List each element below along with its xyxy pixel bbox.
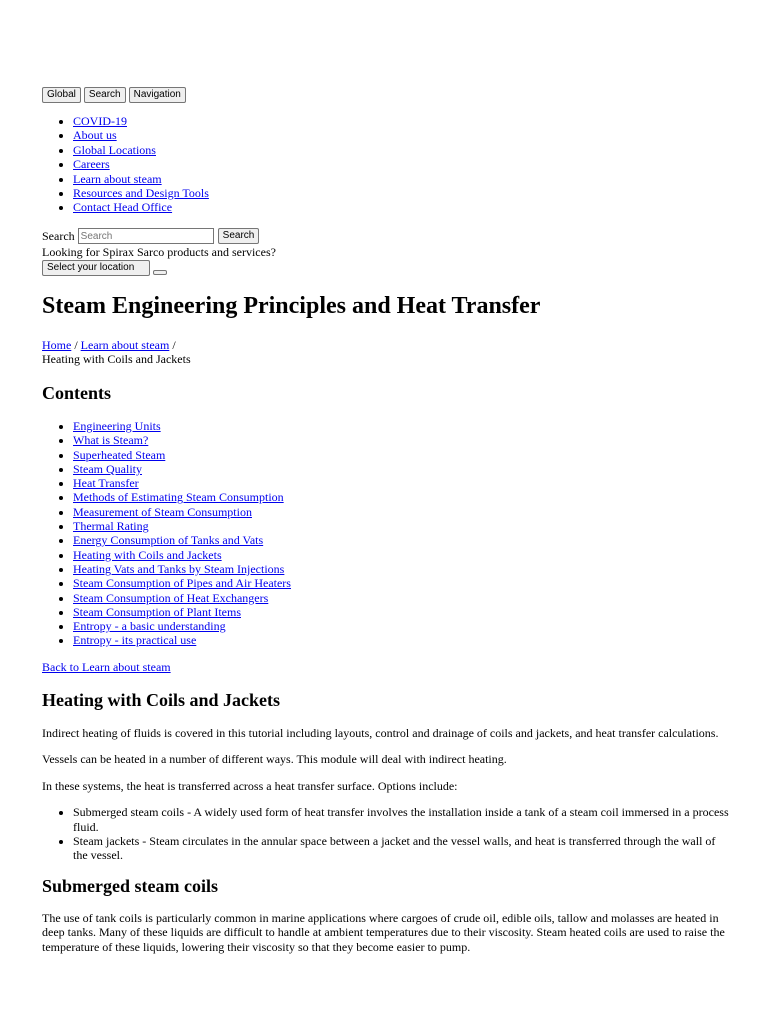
utility-nav-item-careers [73, 157, 209, 171]
contents-link[interactable]: Steam Consumption of Plant Items [73, 604, 241, 619]
article-heading: Heating with Coils and Jackets [42, 690, 281, 710]
contents-link[interactable]: Heating with Coils and Jackets [73, 547, 222, 562]
global-button[interactable]: Global [42, 87, 81, 103]
article-paragraph: The use of tank coils is particularly common in marine applications where cargoes of crude oil, edible oils, tallow and molasses are heated in deep tanks. Many of these liquids are difficult to handle at ambient temperatures due to their viscosity. Steam heated coils are used to raise the temperature of these liquids, lowering their viscosity so that they become easier to pump. [42, 910, 725, 954]
contents-link[interactable]: Steam Quality [73, 461, 142, 476]
contact-head-office-link[interactable]: Contact Head Office [73, 200, 173, 215]
list-item: • Steam jackets - Steam circulates in the annular space between a jacket and the vessel walls, and heat is transferred through the wall of the vessel. [73, 834, 732, 863]
list-item [73, 562, 291, 576]
list-item: • Submerged steam coils - A widely used form of heat transfer involves the installation inside a tank of a steam coil immersed in a process fluid. [73, 805, 732, 834]
list-item [73, 605, 291, 619]
page-title: Steam Engineering Principles and Heat Transfer [42, 293, 541, 319]
contents-link[interactable]: Heating Vats and Tanks by Steam Injections [73, 561, 285, 576]
article [42, 689, 732, 954]
utility-nav-item-learn [73, 172, 209, 186]
list-item [73, 619, 291, 633]
list-item [73, 448, 291, 462]
breadcrumb [42, 338, 191, 367]
list-item [73, 505, 291, 519]
utility-nav-item-about [73, 128, 209, 142]
contents-link[interactable]: Steam Consumption of Heat Exchangers [73, 590, 269, 605]
contents-link[interactable]: Methods of Estimating Steam Consumption [73, 490, 284, 505]
about-us-link[interactable]: About us [73, 128, 117, 143]
contents-link[interactable]: Heat Transfer [73, 476, 139, 491]
contents-link[interactable]: Superheated Steam [73, 447, 166, 462]
products-prompt: Looking for Spirax Sarco products and services? [42, 245, 276, 259]
contents-link[interactable]: Engineering Units [73, 419, 161, 433]
contents-link[interactable]: What is Steam? [73, 433, 149, 448]
search-label: Search [42, 228, 75, 243]
article-paragraph: In these systems, the heat is transferred across a heat transfer surface. Options include: [42, 778, 458, 793]
learn-about-steam-link[interactable]: Learn about steam [73, 171, 162, 186]
contents-link[interactable]: Entropy - its practical use [73, 633, 197, 648]
breadcrumb-section-link[interactable]: Learn about steam [80, 338, 170, 352]
search-toggle-button[interactable]: Search [84, 87, 126, 103]
utility-nav-item-locations [73, 143, 209, 157]
resources-link[interactable]: Resources and Design Tools [73, 185, 209, 200]
global-locations-link[interactable]: Global Locations [73, 142, 156, 157]
utility-nav [42, 114, 209, 215]
breadcrumb-separator: / [74, 338, 78, 352]
search-area [42, 228, 742, 276]
utility-nav-item-resources [73, 186, 209, 200]
breadcrumb-current: Heating with Coils and Jackets [42, 352, 191, 367]
search-button[interactable]: Search [218, 228, 260, 244]
section-heading: Submerged steam coils [42, 875, 218, 896]
list-item [73, 533, 291, 547]
article-paragraph: Vessels can be heated in a number of different ways. This module will deal with indirect heating. [42, 752, 507, 767]
contents-list [42, 419, 291, 648]
careers-link[interactable]: Careers [73, 157, 110, 172]
contents-link[interactable]: Thermal Rating [73, 519, 149, 534]
list-item [73, 462, 291, 476]
utility-nav-item-contact [73, 200, 209, 214]
select-location-button[interactable]: Select your location [42, 260, 150, 276]
contents-link[interactable]: Energy Consumption of Tanks and Vats [73, 533, 264, 548]
breadcrumb-home-link[interactable]: Home [42, 338, 72, 352]
contents-link[interactable]: Steam Consumption of Pipes and Air Heaters [73, 576, 291, 591]
search-row [42, 228, 742, 244]
contents-link[interactable]: Entropy - a basic understanding [73, 619, 226, 634]
list-item [73, 490, 291, 504]
list-item [73, 548, 291, 562]
list-item [73, 576, 291, 590]
options-list [42, 805, 732, 863]
contents-title: Contents [42, 383, 112, 403]
list-item [73, 419, 291, 433]
list-item [73, 591, 291, 605]
search-input[interactable] [78, 228, 214, 244]
list-item [73, 433, 291, 447]
utility-nav-item-covid [73, 114, 209, 128]
covid-link[interactable]: COVID-19 [73, 114, 127, 128]
location-close-button[interactable] [153, 270, 167, 275]
breadcrumb-separator: / [172, 338, 176, 352]
list-item [73, 519, 291, 533]
back-to-learn-link[interactable]: Back to Learn about steam [42, 660, 171, 674]
top-toolbar [42, 87, 186, 103]
location-row [42, 259, 742, 276]
article-intro: Indirect heating of fluids is covered in this tutorial including layouts, control and drainage of coils and jackets, and heat transfer calculations. [42, 726, 719, 740]
contents-link[interactable]: Measurement of Steam Consumption [73, 504, 252, 519]
back-link-wrap [42, 660, 171, 674]
list-item [73, 633, 291, 647]
list-item [73, 476, 291, 490]
navigation-button[interactable]: Navigation [129, 87, 186, 103]
